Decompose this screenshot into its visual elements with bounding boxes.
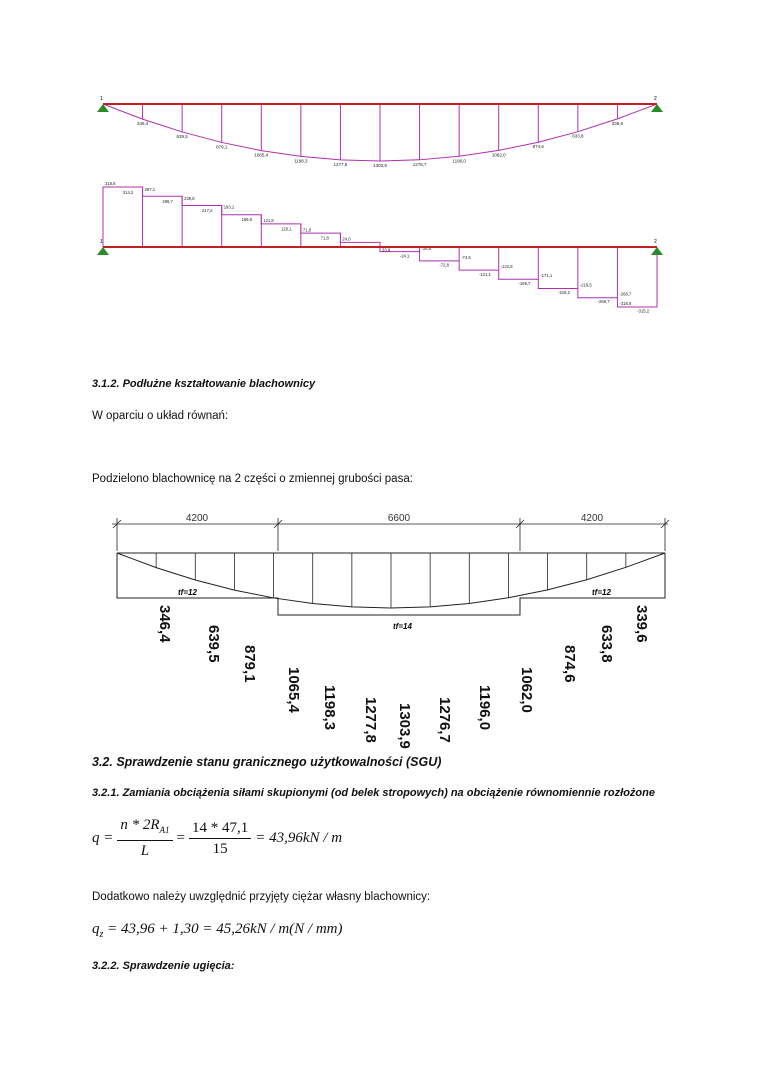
shear-value-label: -218,2: [558, 290, 570, 296]
node-label-left: 1: [100, 96, 103, 102]
shear-value-label: -266,7: [597, 299, 610, 305]
fraction: [189, 818, 251, 859]
shear-value-label: 71,8: [302, 227, 312, 233]
shear-value-label: 217,2: [201, 208, 213, 214]
moment-value-label: 1062,0: [518, 667, 535, 713]
flange-thickness-diagram: [0, 505, 760, 749]
shear-value-label: 193,1: [223, 204, 235, 210]
formula-q: [92, 815, 342, 861]
moment-value-label: 1277,8: [333, 161, 348, 167]
moment-value-label: 639,5: [176, 133, 188, 139]
support-right-icon: [651, 247, 663, 255]
moment-value-label: 1276,7: [412, 161, 427, 167]
formula-symbol: q: [92, 921, 100, 937]
moment-value-label: 1198,3: [294, 158, 308, 164]
moment-diagram: [97, 96, 663, 168]
moment-value-label: 1065,4: [285, 667, 302, 713]
moment-value-label: 1065,4: [254, 152, 269, 158]
subscript: z: [99, 929, 104, 940]
shear-value-label: 24,0: [342, 236, 351, 242]
numerator: 14 * 47,1: [189, 818, 251, 839]
paragraph: W oparciu o układ równań:: [92, 410, 229, 422]
fraction: [117, 815, 172, 861]
shear-value-label: 169,8: [241, 217, 253, 223]
section-heading-3-2: 3.2. Sprawdzenie stanu granicznego użytkowalności (SGU): [92, 755, 442, 769]
moment-value-label: 1196,0: [476, 685, 493, 731]
shear-value-label: -121,1: [478, 271, 491, 277]
tf-label-left: tf=12: [178, 588, 197, 597]
moment-value-label: 1303,9: [396, 703, 413, 749]
moment-value-label: 339,6: [611, 120, 624, 126]
shear-value-label: -74,6: [461, 255, 471, 261]
node-label-right: 2: [654, 96, 657, 102]
paragraph: Podzielono blachownicę na 2 części o zmiennej grubości pasa:: [92, 473, 413, 485]
node-label-left: 1: [100, 239, 103, 245]
shear-value-label: -24,1: [399, 253, 410, 259]
support-left-icon: [97, 247, 109, 255]
moment-value-label: 1196,0: [452, 158, 466, 164]
subsection-heading-3-2-1: 3.2.1. Zamiania obciążenia siłami skupionymi (od belek stropowych) na obciążenie równomiennie rozłożone: [92, 787, 655, 799]
shear-value-label: 318,6: [105, 181, 116, 187]
moment-value-label: 633,8: [598, 625, 615, 663]
shear-value-label: 71,8: [320, 235, 329, 241]
moment-value-label: 874,6: [561, 645, 578, 683]
paragraph: Dodatkowo należy uwzględnić przyjęty ciężar własny blachownicy:: [92, 891, 431, 903]
moment-value-label: 1062,0: [491, 152, 506, 158]
shear-value-label: 314,2: [122, 189, 134, 195]
shear-value-label: -169,7: [518, 280, 531, 286]
equals: =: [176, 829, 186, 846]
formula-result: = 43,96kN / m: [255, 829, 343, 846]
moment-value-label: 346,4: [156, 605, 173, 643]
shear-value-label: 121,8: [263, 218, 274, 224]
moment-value-label: 1277,8: [362, 697, 379, 743]
subscript: A1: [159, 825, 170, 835]
moment-value-label: 346,4: [136, 121, 149, 127]
shear-value-label: -268,7: [619, 291, 632, 297]
structural-diagrams: [0, 90, 760, 320]
shear-value-label: -318,8: [619, 301, 632, 306]
shear-value-label: -72,8: [439, 262, 449, 268]
shear-value-label: 120,1: [281, 226, 292, 232]
shear-value-label: -122,8: [500, 264, 513, 270]
moment-value-label: 874,6: [532, 144, 544, 150]
moment-value-label: 633,8: [572, 133, 584, 139]
tf-label-right: tf=12: [592, 588, 611, 597]
shear-diagram: [97, 181, 663, 313]
tf-label-middle: tf=14: [393, 622, 412, 631]
shear-value-label: -171,1: [540, 273, 553, 279]
numerator: n * 2R: [120, 817, 160, 833]
formula-rest: = 43,96 + 1,30 = 45,26kN / m(N / mm): [107, 921, 343, 937]
shear-value-label: -219,5: [579, 282, 592, 288]
dimension-label: 4200: [185, 513, 209, 524]
shear-value-label: 265,7: [162, 198, 173, 204]
moment-value-label: 639,5: [205, 625, 222, 663]
denominator: 15: [212, 840, 228, 857]
moment-value-label: 1303,9: [373, 163, 387, 168]
shear-value-label: -25,5: [421, 245, 432, 251]
moment-value-label: 339,6: [633, 605, 650, 643]
dimension-label: 4200: [580, 513, 604, 524]
shear-value-label: -315,2: [637, 308, 650, 314]
shear-value-label: 33,8: [382, 247, 391, 253]
section-heading-3-1-2: 3.1.2. Podłużne kształtowanie blachownicy: [92, 378, 316, 390]
moment-value-label: 879,1: [216, 144, 228, 150]
moment-value-label: 879,1: [241, 645, 258, 683]
subsection-heading-3-2-2: 3.2.2. Sprawdzenie ugięcia:: [92, 960, 235, 972]
shear-value-label: 287,1: [144, 186, 156, 192]
formula-qz: [92, 921, 343, 940]
formula-lhs: q =: [92, 829, 114, 846]
denominator: L: [140, 843, 150, 859]
shear-value-label: 239,8: [184, 195, 195, 201]
node-label-right: 2: [654, 239, 657, 245]
dimension-label: 6600: [387, 513, 411, 524]
moment-value-label: 1198,3: [321, 685, 338, 731]
moment-value-label: 1276,7: [436, 697, 453, 743]
